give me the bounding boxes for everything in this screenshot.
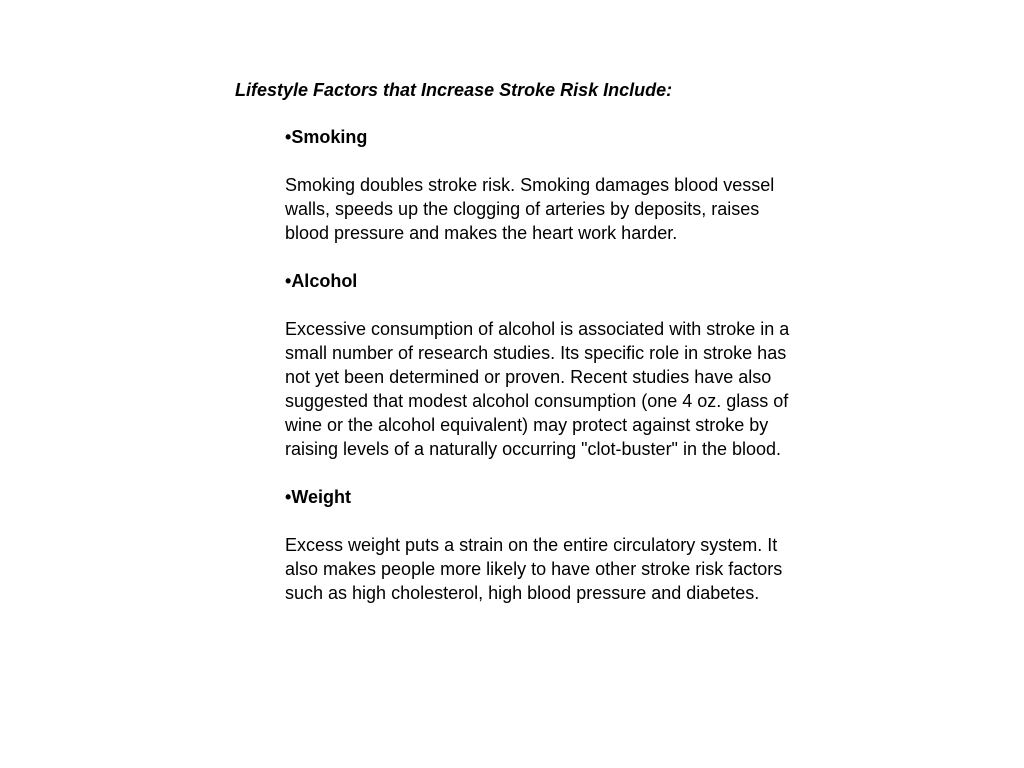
section-title-weight — [285, 485, 797, 509]
section-body-alcohol: Excessive consumption of alcohol is associated with stroke in a small number of research studies. Its specific role in stroke has not yet been determined or proven. Recent studies have also suggested that modest alcohol consumption (one 4 oz. glass of wine or the alcohol equivalent) may protect against stroke by raising levels of a naturally occurring "clot-buster" in the blood. — [285, 319, 790, 459]
section-title-text: Smoking — [291, 127, 368, 147]
bullet-icon: • — [285, 127, 292, 147]
section-body-smoking: Smoking doubles stroke risk. Smoking damages blood vessel walls, speeds up the clogging of arteries by deposits, raises blood pressure and makes the heart work harder. — [285, 175, 775, 243]
section-title-smoking — [285, 125, 797, 149]
section-body-weight: Excess weight puts a strain on the entire circulatory system. It also makes people more likely to have other stroke risk factors such as high cholesterol, high blood pressure and diabetes. — [285, 535, 783, 603]
bullet-icon: • — [285, 487, 292, 507]
content-body — [285, 125, 797, 605]
bullet-icon: • — [285, 271, 292, 291]
section-title-text: Alcohol — [291, 271, 358, 291]
page-title: Lifestyle Factors that Increase Stroke Risk Include: — [235, 80, 673, 100]
section-title-text: Weight — [291, 487, 351, 507]
section-title-alcohol — [285, 269, 797, 293]
